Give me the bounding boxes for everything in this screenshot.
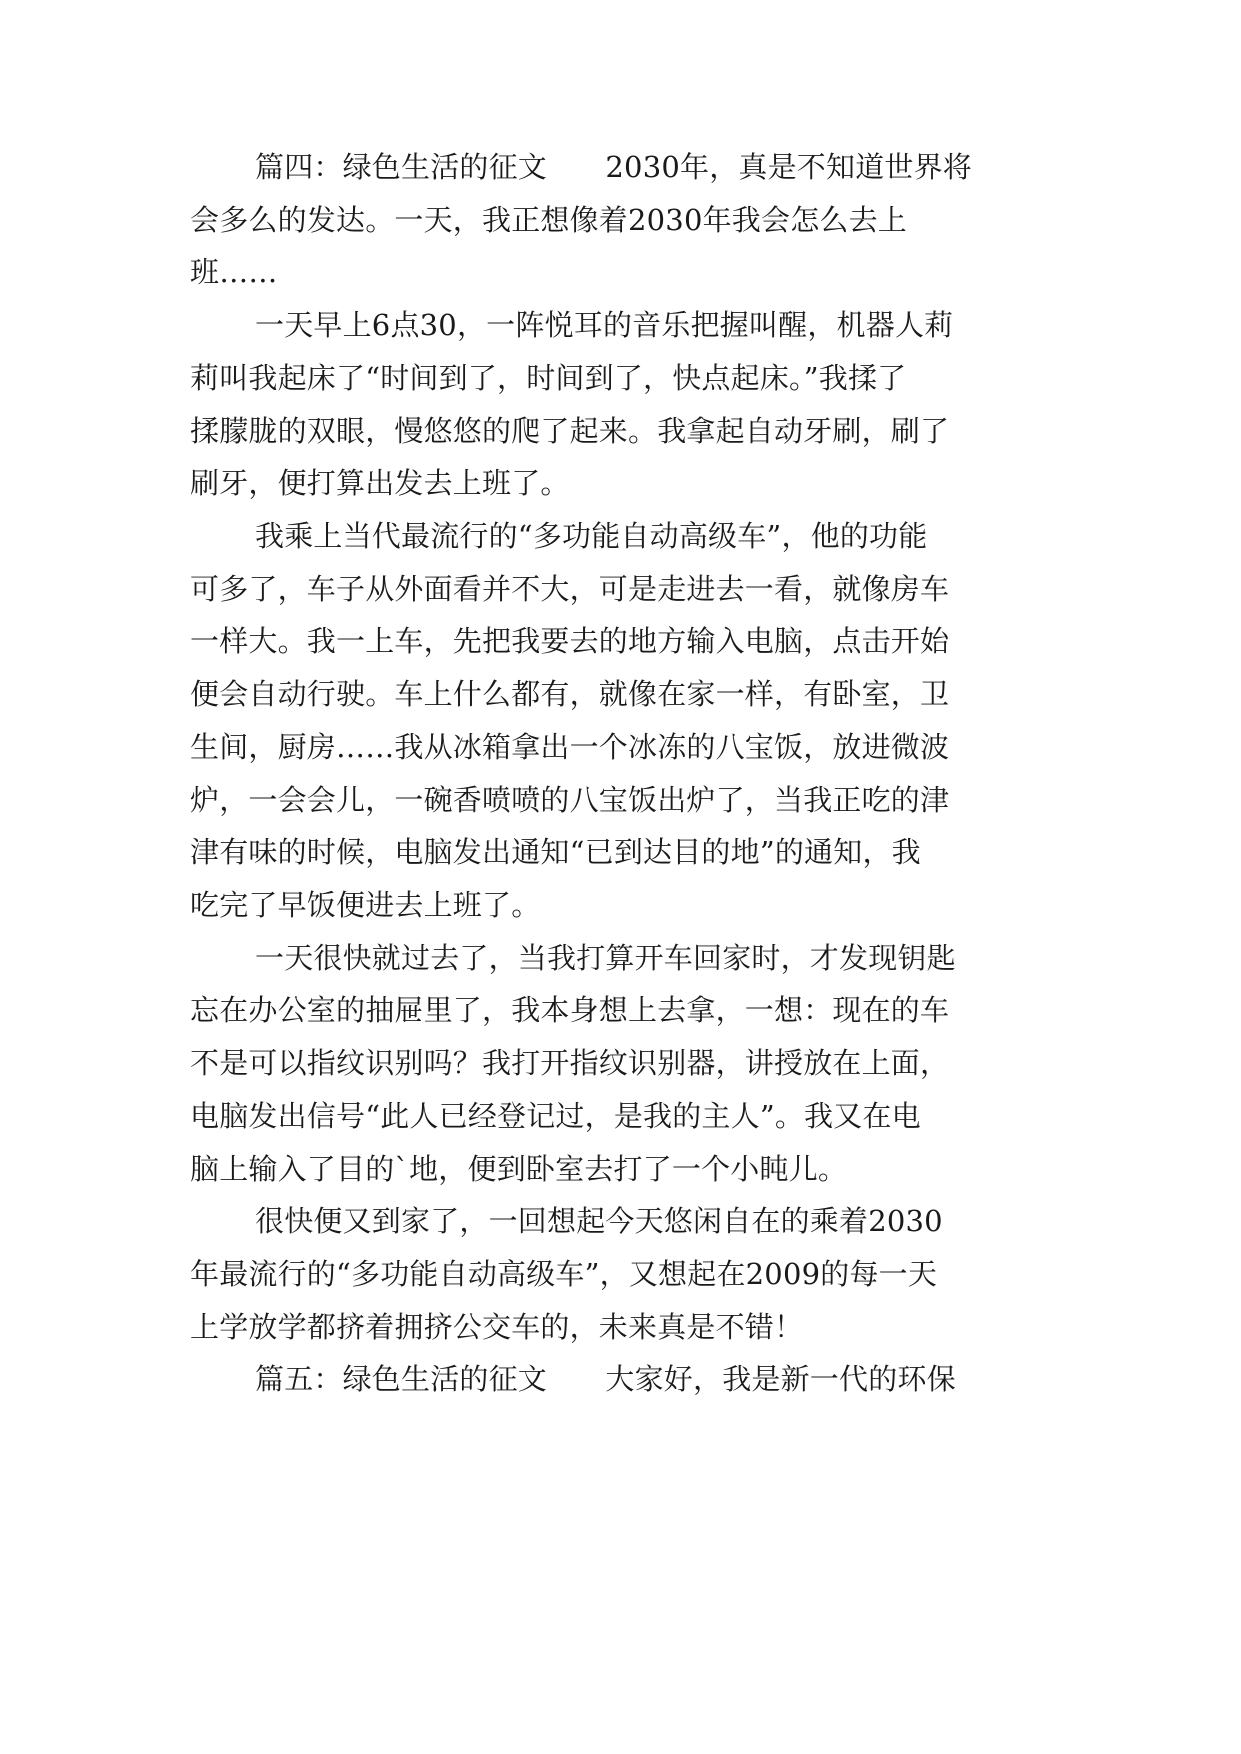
text-line: 炉，一会会儿，一碗香喷喷的八宝饭出炉了，当我正吃的津 <box>190 783 950 817</box>
text-line: 刷牙，便打算出发去上班了。 <box>190 466 570 500</box>
text-line: 班…… <box>190 255 278 289</box>
text-line: 生间，厨房……我从冰箱拿出一个冰冻的八宝饭，放进微波 <box>190 730 950 764</box>
text-line: 会多么的发达。一天，我正想像着2030年我会怎么去上 <box>190 203 908 237</box>
text-line: 可多了，车子从外面看并不大，可是走进去一看，就像房车 <box>190 572 950 606</box>
text-line: 年最流行的“多功能自动高级车”，又想起在2009的每一天 <box>190 1257 938 1291</box>
text-line: 忘在办公室的抽屉里了，我本身想上去拿，一想：现在的车 <box>190 993 950 1027</box>
text-line: 我乘上当代最流行的“多功能自动高级车”，他的功能 <box>255 519 928 553</box>
text-line: 电脑发出信号“此人已经登记过，是我的主人”。我又在电 <box>190 1099 921 1133</box>
text-line: 津有味的时候，电脑发出通知“已到达目的地”的通知，我 <box>190 835 921 869</box>
text-line: 上学放学都挤着拥挤公交车的，未来真是不错！ <box>190 1310 804 1344</box>
text-line: 一天早上6点30，一阵悦耳的音乐把握叫醒，机器人莉 <box>255 308 954 342</box>
text-line: 脑上输入了目的`地，便到卧室去打了一个小盹儿。 <box>190 1152 848 1186</box>
text-line: 莉叫我起床了“时间到了，时间到了，快点起床。”我揉了 <box>190 361 907 395</box>
text-line: 篇五：绿色生活的征文 大家好，我是新一代的环保 <box>255 1362 956 1396</box>
text-line: 篇四：绿色生活的征文 2030年，真是不知道世界将 <box>255 150 973 184</box>
text-line: 不是可以指纹识别吗？我打开指纹识别器，讲授放在上面， <box>190 1046 950 1080</box>
text-line: 便会自动行驶。车上什么都有，就像在家一样，有卧室，卫 <box>190 677 950 711</box>
text-line: 揉朦胧的双眼，慢悠悠的爬了起来。我拿起自动牙刷，刷了 <box>190 414 950 448</box>
text-line: 一天很快就过去了，当我打算开车回家时，才发现钥匙 <box>255 941 956 975</box>
text-line: 很快便又到家了，一回想起今天悠闲自在的乘着2030 <box>255 1204 943 1238</box>
text-line: 吃完了早饭便进去上班了。 <box>190 888 541 922</box>
text-line: 一样大。我一上车，先把我要去的地方输入电脑，点击开始 <box>190 624 950 658</box>
